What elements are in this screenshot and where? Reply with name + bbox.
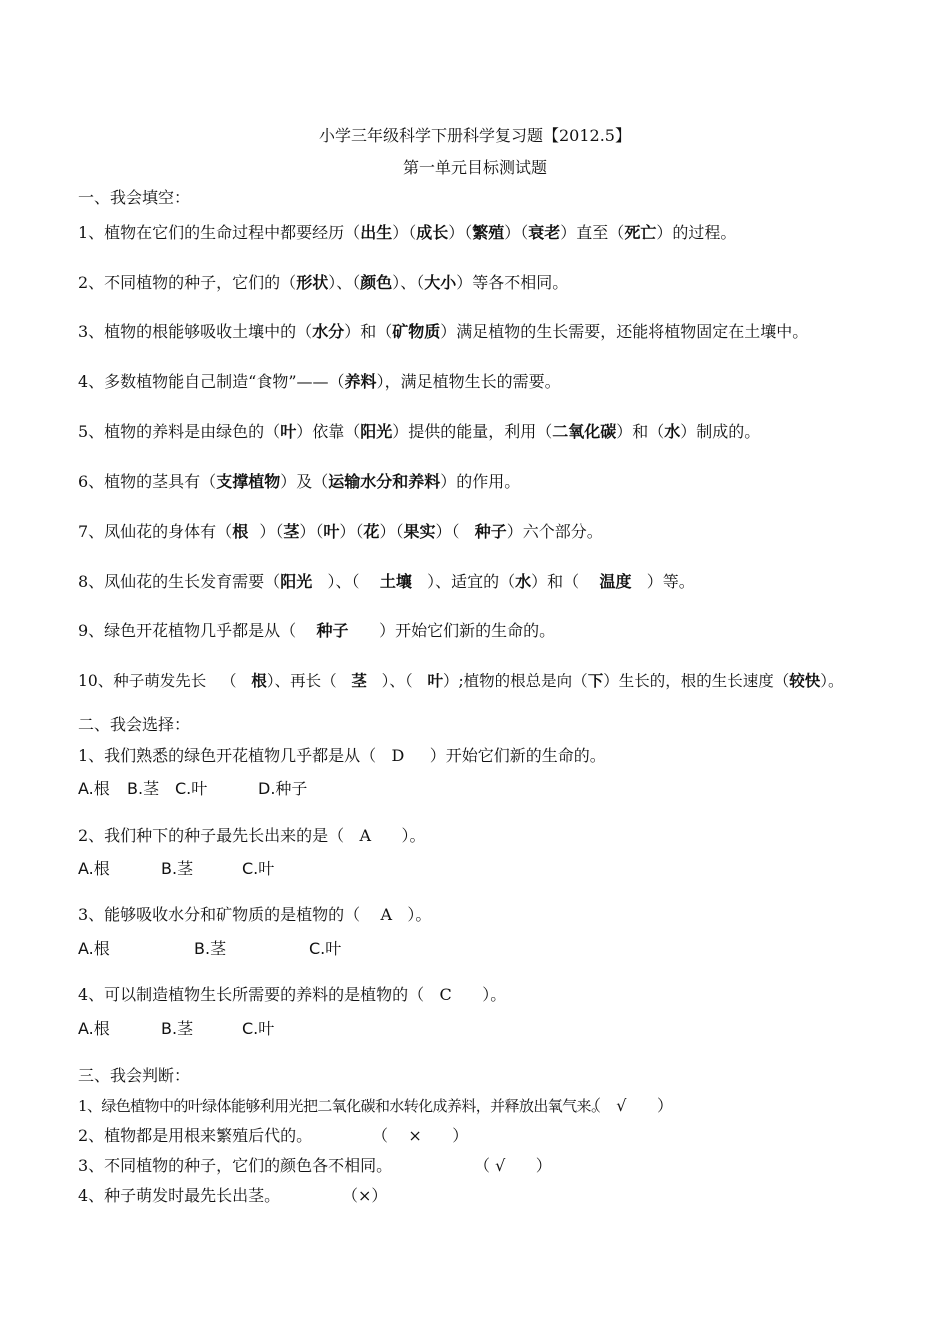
- choice-3-option-c: C.叶: [309, 939, 342, 958]
- choice-3-option-a: A.根: [78, 939, 110, 958]
- judge-item-3: 3、不同植物的种子，它们的颜色各不相同。: [78, 1156, 393, 1175]
- section-heading-choice: 二、我会选择：: [78, 715, 191, 734]
- judge-answer-2: （ × ）: [372, 1126, 469, 1145]
- choice-question-2: 2、我们种下的种子最先长出来的是（ A ）。: [78, 826, 426, 845]
- choice-2-option-c: C.叶: [242, 859, 275, 878]
- document-subtitle: 第一单元目标测试题: [402, 158, 547, 177]
- choice-3-option-b: B.茎: [194, 939, 227, 958]
- fill-item-10: 10、种子萌发先长 （ 根）、再长（ 茎 ）、（ 叶）;植物的根总是向（下）生长的，根的生长速度（较快）。: [78, 672, 844, 690]
- fill-item-7: 7、凤仙花的身体有（根 ）（茎）（叶）（花）（果实）（ 种子）六个部分。: [78, 522, 603, 541]
- fill-item-6: 6、植物的茎具有（支撑植物）及（运输水分和养料）的作用。: [78, 472, 521, 491]
- fill-item-9: 9、绿色开花植物几乎都是从（ 种子 ）开始它们新的生命的。: [78, 621, 556, 640]
- fill-item-8: 8、凤仙花的生长发育需要（阳光 ）、（ 土壤 ）、适宜的（水）和（ 温度 ）等。: [78, 572, 695, 591]
- judge-item-4: 4、种子萌发时最先长出茎。: [78, 1186, 281, 1205]
- fill-item-1: 1、植物在它们的生命过程中都要经历（出生）（成长）（繁殖）（衰老）直至（死亡）的过程。: [78, 223, 737, 242]
- choice-2-option-a: A.根: [78, 859, 110, 878]
- choice-2-option-b: B.茎: [161, 859, 194, 878]
- choice-4-option-a: A.根: [78, 1019, 110, 1038]
- judge-answer-3: （ √ ）: [474, 1156, 552, 1175]
- fill-item-3: 3、植物的根能够吸收土壤中的（水分）和（矿物质）满足植物的生长需要，还能将植物固定在土壤中。: [78, 322, 809, 341]
- fill-item-4: 4、多数植物能自己制造“食物”——（养料），满足植物生长的需要。: [78, 372, 561, 391]
- choice-1-option-c: C.叶: [175, 779, 208, 798]
- choice-1-option-a: A.根: [78, 779, 110, 798]
- section-heading-judge: 三、我会判断：: [78, 1066, 191, 1085]
- fill-item-2: 2、不同植物的种子，它们的（形状）、（颜色）、（大小）等各不相同。: [78, 273, 569, 292]
- choice-1-option-b: B.茎: [127, 779, 160, 798]
- choice-question-3: 3、能够吸收水分和矿物质的是植物的（ A ）。: [78, 905, 432, 924]
- judge-answer-1: （ √ ）: [585, 1096, 673, 1115]
- judge-item-2: 2、植物都是用根来繁殖后代的。: [78, 1126, 313, 1145]
- fill-item-5: 5、植物的养料是由绿色的（叶）依靠（阳光）提供的能量，利用（二氧化碳）和（水）制成的。: [78, 422, 761, 441]
- judge-answer-4: （×）: [342, 1186, 388, 1205]
- judge-item-1: 1、绿色植物中的叶绿体能够利用光把二氧化碳和水转化成养料，并释放出氧气来。: [78, 1097, 606, 1115]
- section-heading-fill-blank: 一、我会填空：: [78, 188, 191, 207]
- choice-question-1: 1、我们熟悉的绿色开花植物几乎都是从（ D ）开始它们新的生命的。: [78, 746, 606, 765]
- choice-1-option-d: D.种子: [258, 779, 308, 798]
- choice-4-option-c: C.叶: [242, 1019, 275, 1038]
- choice-question-4: 4、可以制造植物生长所需要的养料的是植物的（ C ）。: [78, 985, 507, 1004]
- document-title: 小学三年级科学下册科学复习题【2012.5】: [319, 126, 631, 145]
- choice-4-option-b: B.茎: [161, 1019, 194, 1038]
